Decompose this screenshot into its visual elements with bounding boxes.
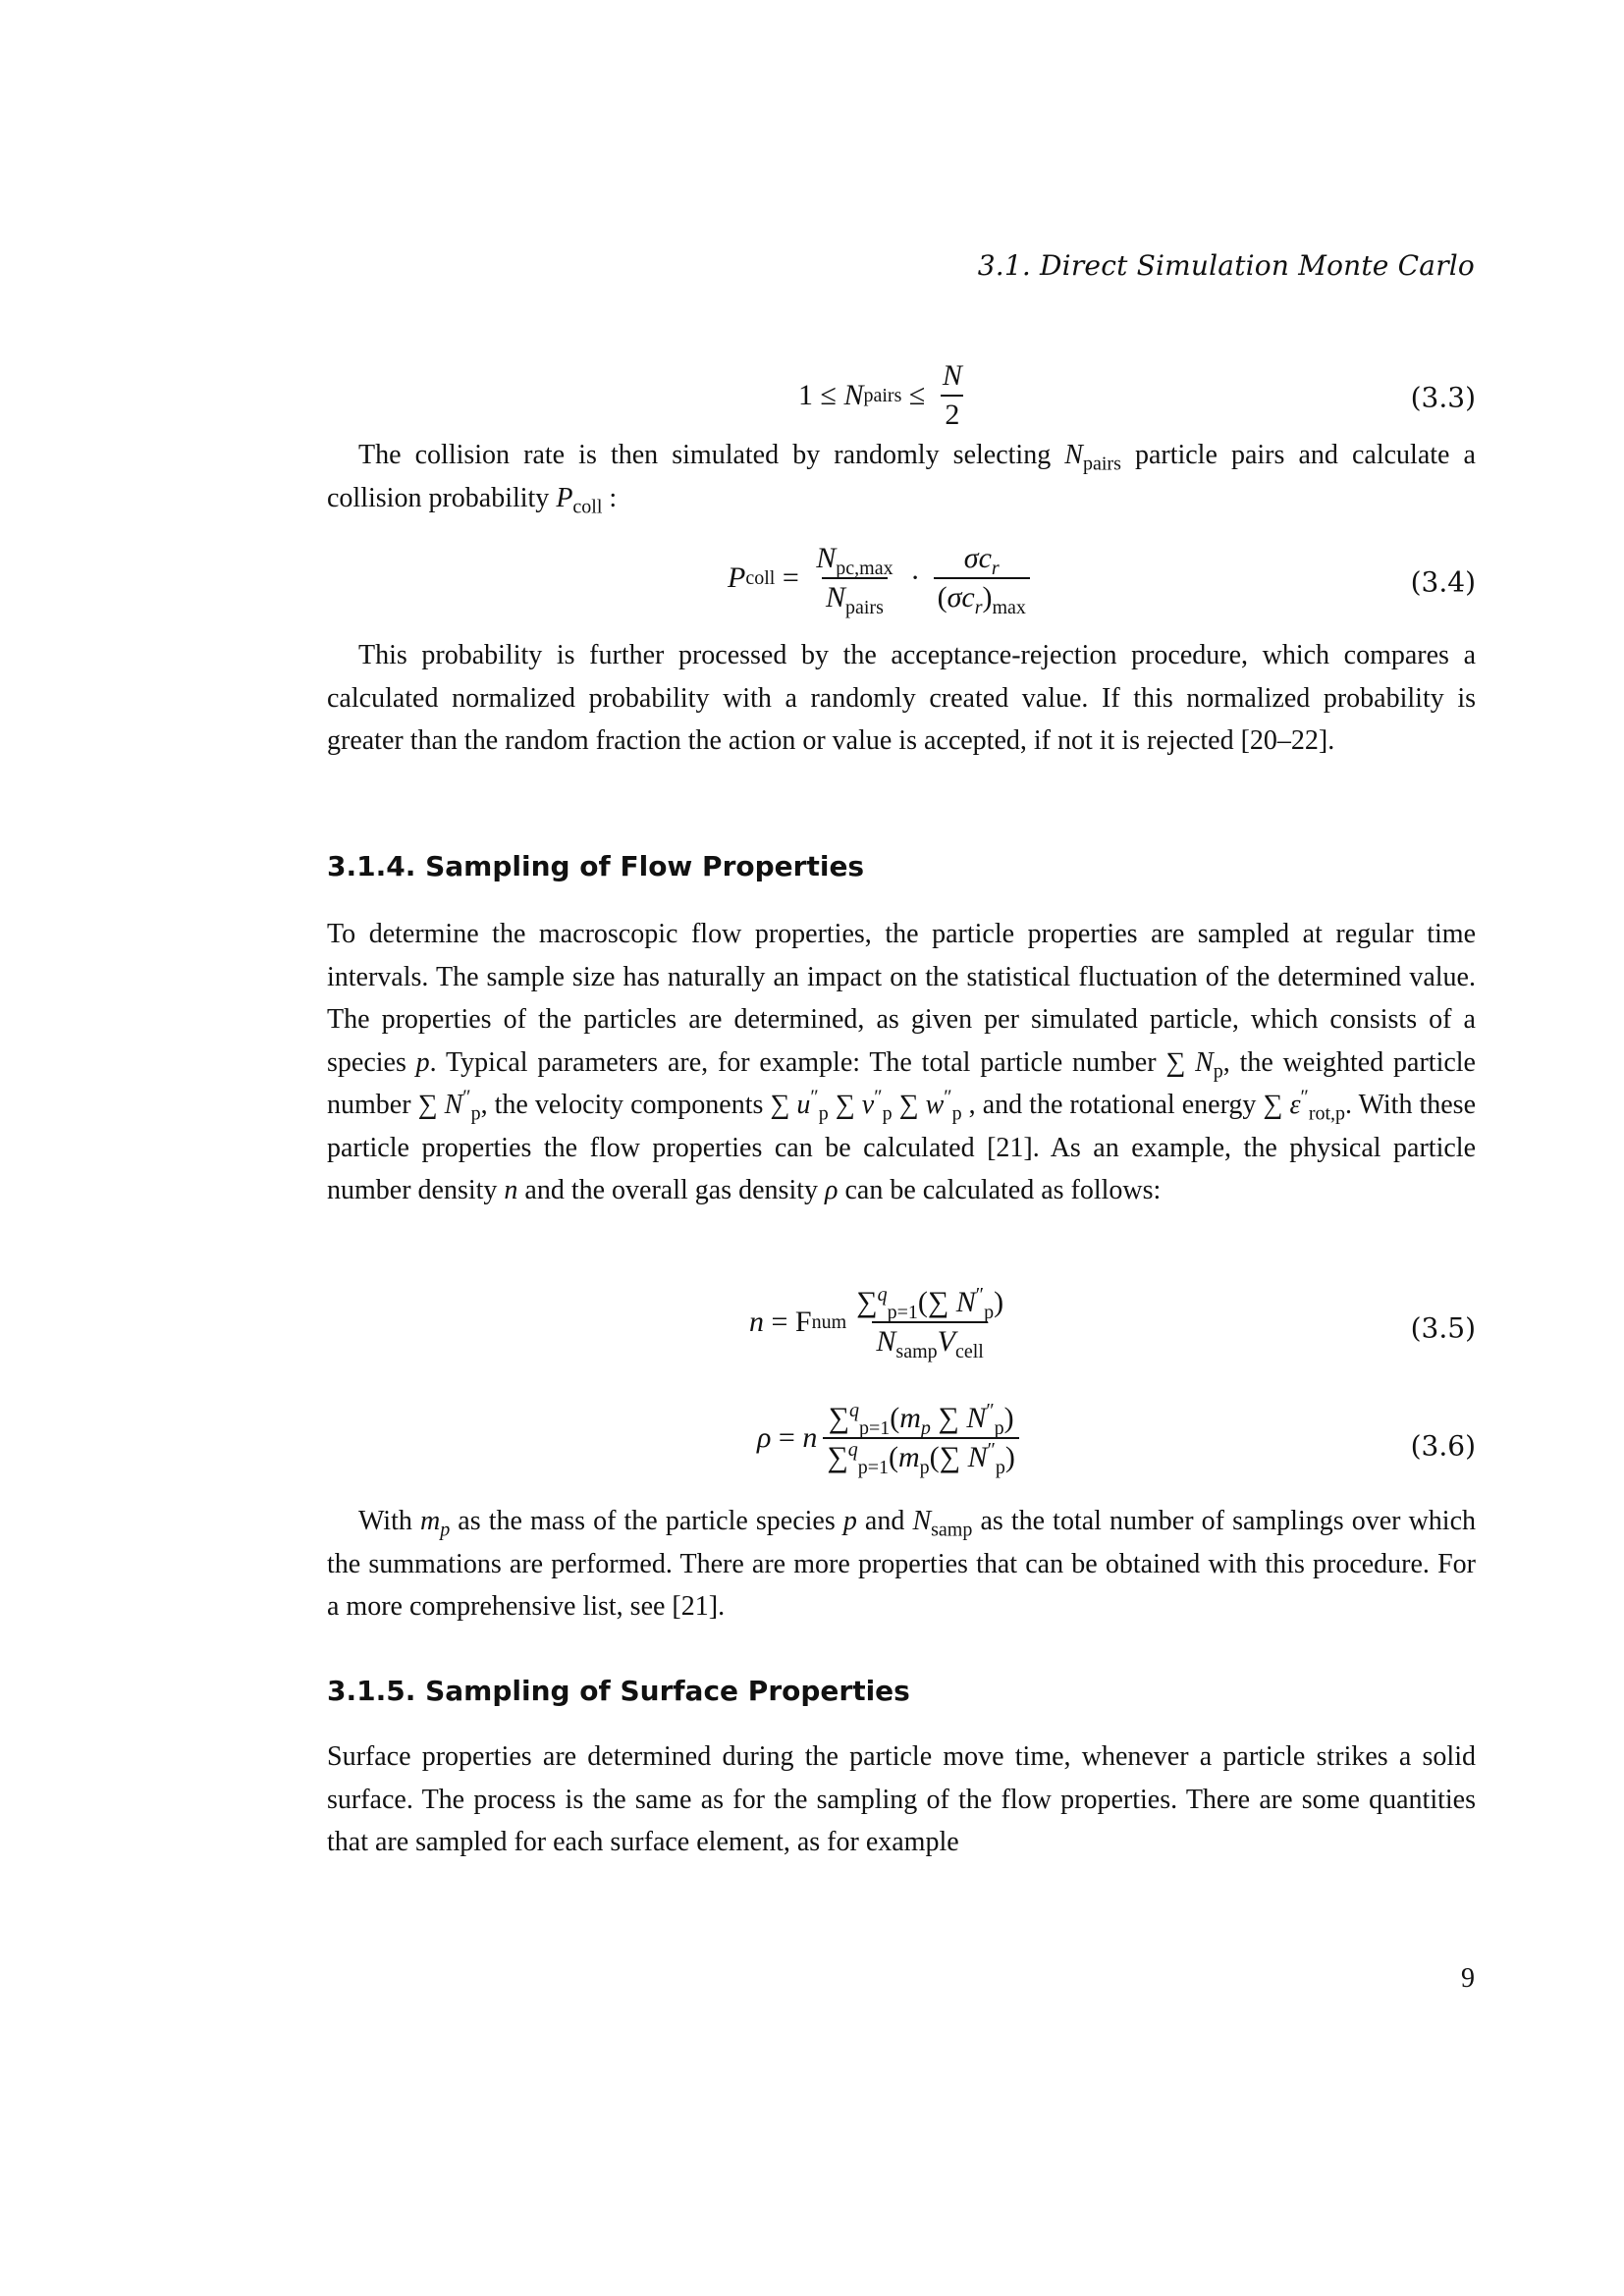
equation-3-4-body: P coll = $\frac{N_{pc,max}}{N_{pairs}}$ · $\frac{\sigma c_r}{(\sigma c_r)_{max}}$ [728, 542, 1036, 614]
paragraph-collision-rate: The collision rate is then simulated by randomly selecting $N_{pairs}$ particle pairs and calculate a collision probability $P_{coll}$ : [327, 440, 1476, 518]
equation-3-5-body: n = F num $\frac{\sum^q_{p=1}(\sum N''_p)}{N_{samp}V_{cell}}$ [749, 1284, 1004, 1362]
running-header: 3.1. Direct Simulation Monte Carlo [977, 249, 1475, 282]
equation-3-6-body: ρ = n $\frac{\sum^q_{p=1}(m_p \sum N''_p)}{\sum^q_{p=1}(m_p(\sum N''_p)}$ [757, 1402, 1025, 1474]
paragraph-flow-properties: To determine the macroscopic flow properties, the particle properties are sampled at regular time intervals. The sample size has naturally an impact on the statistical fluctuation of the determined value. The properties of the particles are determined, as given per simulated particle, which consists of a species p. Typical parameters are, for example: The total particle number ∑ $N_p$, the weighted particle number ∑ $N''_p$, the velocity components ∑ $u''_p$ ∑ $v''_p$ ∑ $w''_p$ , and the rotational energy ∑ $\varepsilon''_{rot,p}$. With these particle properties the flow properties can be calculated [21]. As an example, the physical particle number density n and the overall gas density ρ can be calculated as follows: [327, 919, 1476, 1205]
equation-3-3 [327, 353, 1476, 442]
equation-3-6 [327, 1402, 1476, 1490]
equation-number: (3.6) [1410, 1429, 1476, 1463]
paragraph-surface-properties: Surface properties are determined during the particle move time, whenever a particle strikes a solid surface. The process is the same as for the sampling of the flow properties. There are some quantities that are sampled for each surface element, as for example [327, 1741, 1476, 1857]
paragraph-mass-definition: With $m_p$ as the mass of the particle species p and $N_{samp}$ as the total number of samplings over which the summations are performed. There are more properties that can be obtained with this procedure. For a more comprehensive list, see [21]. [327, 1506, 1476, 1622]
equation-3-4 [327, 538, 1476, 626]
section-heading-3-1-5: 3.1.5. Sampling of Surface Properties [327, 1675, 910, 1707]
paragraph-acceptance-rejection: This probability is further processed by the acceptance-rejection procedure, which compares a calculated normalized probability with a randomly created value. If this normalized probability is greater than the random fraction the action or value is accepted, if not it is rejected [20–22]. [327, 640, 1476, 756]
equation-number: (3.4) [1410, 565, 1476, 599]
section-heading-3-1-4: 3.1.4. Sampling of Flow Properties [327, 850, 865, 882]
equation-number: (3.3) [1410, 381, 1476, 414]
equation-number: (3.5) [1410, 1311, 1476, 1345]
equation-3-3-body: 1 ≤ N pairs ≤ $\frac{N}{2}$ [798, 359, 962, 431]
page-number: 9 [1461, 1963, 1475, 1994]
equation-3-5 [327, 1284, 1476, 1372]
